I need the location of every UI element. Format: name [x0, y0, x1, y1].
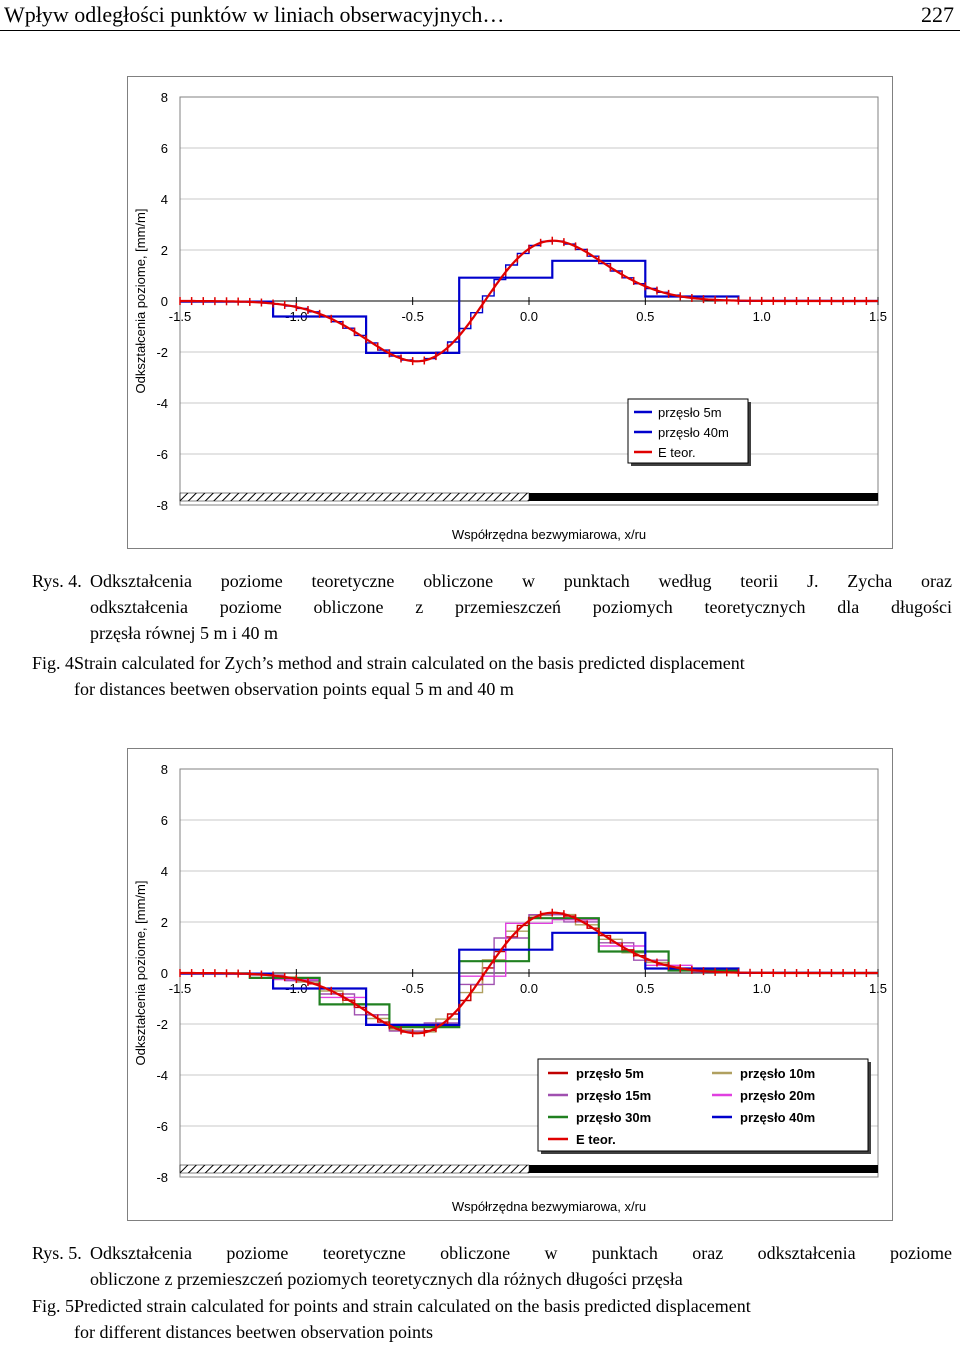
caption-rys4-line3: przęsła równej 5 m i 40 m — [90, 623, 278, 643]
caption-fig4-label: Fig. 4. — [32, 653, 79, 673]
y-tick-label: -8 — [156, 498, 168, 513]
x-tick-label: -0.5 — [401, 981, 424, 996]
legend-label: przęsło 15m — [576, 1088, 652, 1103]
x-axis-title: Współrzędna bezwymiarowa, x/ru — [451, 1199, 647, 1214]
y-tick-label: 6 — [160, 813, 168, 828]
mined-zone-bar — [529, 1165, 878, 1173]
x-tick-label: -0.5 — [401, 309, 424, 324]
y-tick-label: 8 — [160, 90, 168, 105]
caption-rys5-label: Rys. 5. — [32, 1243, 82, 1263]
caption-fig4-line1: Strain calculated for Zych’s method and strain calculated on the basis predicted displacement — [74, 653, 745, 673]
x-tick-label: 0.0 — [519, 309, 539, 324]
legend-label: przęsło 5m — [658, 405, 722, 420]
x-tick-label: -1.5 — [168, 309, 192, 324]
y-tick-label: 0 — [160, 294, 168, 309]
y-tick-label: 2 — [160, 243, 168, 258]
x-tick-label: 1.5 — [868, 981, 888, 996]
legend-label: przęsło 5m — [576, 1066, 644, 1081]
x-tick-label: 1.0 — [752, 309, 771, 324]
caption-fig4-line2: for distances beetwen observation points equal 5 m and 40 m — [74, 679, 514, 699]
unmined-zone-bar — [180, 1165, 529, 1173]
x-axis-title: Współrzędna bezwymiarowa, x/ru — [451, 527, 647, 542]
caption-fig5-line2: for different distances beetwen observation points — [74, 1322, 434, 1342]
y-tick-label: -6 — [156, 1119, 168, 1134]
y-tick-label: 2 — [160, 915, 168, 930]
caption-fig5-label: Fig. 5. — [32, 1296, 79, 1316]
chart-2 — [127, 748, 893, 1221]
chart-2-svg — [128, 749, 892, 1220]
legend-label: przęsło 10m — [740, 1066, 816, 1081]
caption-rys5-line1: Odkształcenia poziome teoretyczne obliczone w punktach oraz odkształcenia poziome — [90, 1243, 952, 1263]
y-tick-label: 4 — [160, 864, 168, 879]
y-tick-label: -8 — [156, 1170, 168, 1185]
legend-label: E teor. — [576, 1132, 616, 1147]
legend-label: E teor. — [658, 445, 696, 460]
x-tick-label: 0.5 — [636, 309, 655, 324]
x-tick-label: 0.5 — [636, 981, 655, 996]
caption-rys4-line1: Odkształcenia poziome teoretyczne obliczone w punktach według teorii J. Zycha oraz — [90, 571, 952, 591]
legend-label: przęsło 20m — [740, 1088, 816, 1103]
x-tick-label: -1.0 — [285, 981, 308, 996]
y-tick-label: -6 — [156, 447, 168, 462]
y-tick-label: -4 — [156, 396, 168, 411]
y-tick-label: 4 — [160, 192, 168, 207]
caption-rys4-label: Rys. 4. — [32, 571, 82, 591]
mined-zone-bar — [529, 493, 878, 501]
legend-label: przęsło 40m — [658, 425, 729, 440]
y-tick-label: -4 — [156, 1068, 168, 1083]
caption-fig5-line1: Predicted strain calculated for points and strain calculated on the basis predicted displacement — [74, 1296, 751, 1316]
x-tick-label: 0.0 — [519, 981, 539, 996]
page-header — [0, 0, 960, 31]
y-axis-title: Odkształcenia poziome, [mm/m] — [133, 208, 148, 394]
chart-1 — [127, 76, 893, 549]
running-title: Wpływ odległości punktów w liniach obserwacyjnych… — [4, 2, 505, 27]
y-tick-label: -2 — [156, 1017, 168, 1032]
legend-label: przęsło 40m — [740, 1110, 816, 1125]
x-tick-label: -1.5 — [168, 981, 192, 996]
x-tick-label: 1.0 — [752, 981, 771, 996]
unmined-zone-bar — [180, 493, 529, 501]
x-tick-label: 1.5 — [868, 309, 888, 324]
caption-rys5-line2: obliczone z przemieszczeń poziomych teoretycznych dla różnych długości przęsła — [90, 1269, 683, 1289]
y-axis-title: Odkształcenia poziome, [mm/m] — [133, 880, 148, 1066]
chart-1-svg — [128, 77, 892, 548]
y-tick-label: 6 — [160, 141, 168, 156]
x-tick-label: -1.0 — [285, 309, 308, 324]
y-tick-label: -2 — [156, 345, 168, 360]
y-tick-label: 0 — [160, 966, 168, 981]
legend-label: przęsło 30m — [576, 1110, 652, 1125]
page-number: 227 — [921, 2, 954, 27]
y-tick-label: 8 — [160, 762, 168, 777]
caption-rys4-line2: odkształcenia poziome obliczone z przemieszczeń poziomych teoretycznych dla długości — [90, 597, 952, 617]
